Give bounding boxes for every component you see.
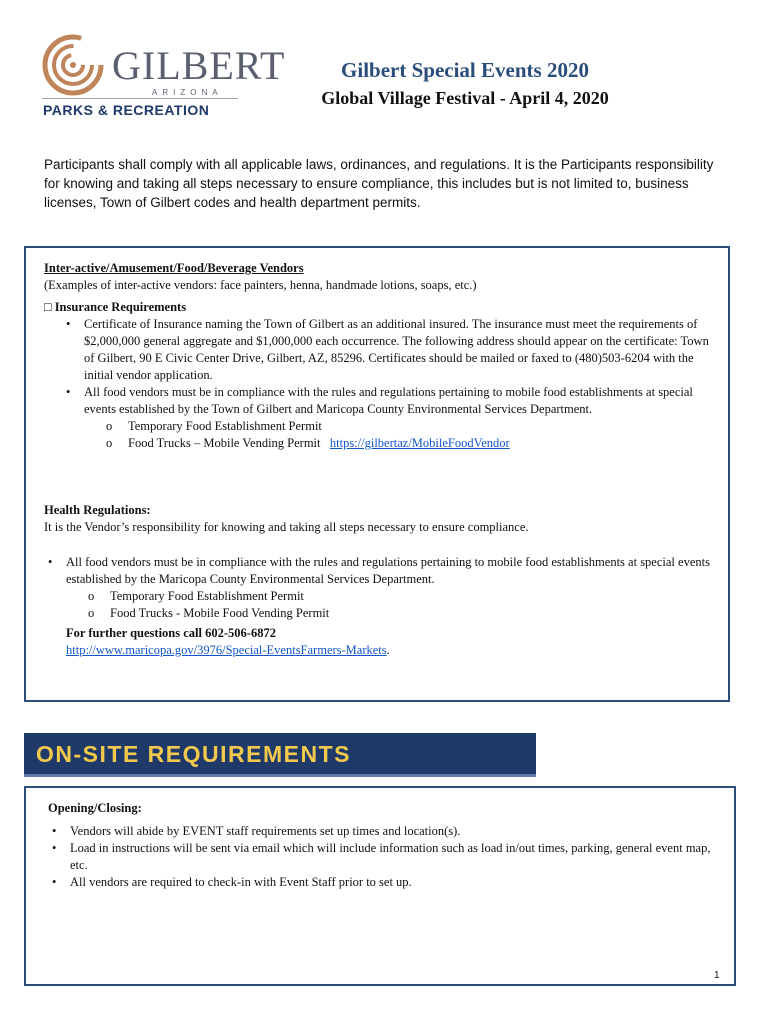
list-item (62, 384, 714, 452)
list-item: o Temporary Food Establishment Permit (88, 588, 714, 605)
vendor-requirements-box (24, 246, 730, 702)
list-item (106, 435, 714, 452)
insurance-heading: Insurance Requirements (54, 300, 187, 314)
swirl-logo-icon (42, 34, 104, 96)
list-item: • Certificate of Insurance naming the Town of Gilbert as an additional insured. The insurance must meet the requirements of $2,000,000 general aggregate and $1,000,000 each occurrence. The following address should appear on the certificate: Town of Gilbert, 90 E Civic Center Drive, Gilbert, AZ, 85296. Certificates should be mailed or faxed to (480)503-6204 with the initial vendor application. (62, 316, 714, 384)
list-item: • All vendors are required to check-in with Event Staff prior to set up. (48, 874, 718, 891)
health-list (44, 554, 714, 659)
list-item: • Load in instructions will be sent via email which will include information such as load in/out times, parking, general event map, etc. (48, 840, 718, 874)
logo-state: ARIZONA (152, 88, 223, 97)
list-item: o Food Trucks - Mobile Food Vending Permit (88, 605, 714, 622)
list-item-text: Food Trucks – Mobile Vending Permit (128, 436, 321, 450)
questions-phone: For further questions call 602-506-6872 (66, 626, 276, 640)
insurance-list (62, 316, 714, 452)
list-item-text: All food vendors must be in compliance with the rules and regulations pertaining to mobile food establishments at special events established by the Town of Gilbert and Maricopa County Environmental Services Department. (84, 385, 693, 416)
intro-paragraph: Participants shall comply with all applicable laws, ordinances, and regulations. It is the Participants responsibility for knowing and taking all steps necessary to ensure compliance, this includes but is not limited to, business licenses, Town of Gilbert codes and health department permits. (44, 157, 714, 210)
health-text: It is the Vendor’s responsibility for knowing and taking all steps necessary to ensure compliance. (44, 520, 529, 534)
health-permit-list (88, 588, 714, 622)
page-title: Gilbert Special Events 2020 (341, 58, 589, 82)
vendors-examples: (Examples of inter-active vendors: face painters, henna, handmade lotions, soaps, etc.) (44, 278, 477, 292)
logo-department: PARKS & RECREATION (43, 102, 210, 118)
insurance-heading-row (44, 299, 714, 316)
mobile-food-vendor-link[interactable]: https://gilbertaz/MobileFoodVendor (329, 436, 510, 450)
maricopa-link[interactable]: http://www.maricopa.gov/3976/Special-EventsFarmers-Markets (66, 643, 387, 657)
health-heading: Health Regulations: (44, 503, 151, 517)
onsite-requirements-banner (24, 733, 536, 777)
maricopa-link-row (66, 642, 714, 659)
logo-divider (42, 98, 238, 99)
banner-label: ON-SITE REQUIREMENTS (36, 741, 351, 767)
list-item (44, 554, 714, 659)
page-number: 1 (714, 970, 720, 981)
onsite-requirements-box (24, 786, 736, 986)
link-suffix: . (386, 643, 390, 657)
permit-list (106, 418, 714, 452)
list-item-text: All food vendors must be in compliance with the rules and regulations pertaining to mobile food establishments at special events established by the Maricopa County Environmental Services Department. (66, 555, 710, 586)
onsite-list (48, 823, 718, 891)
opening-closing-heading: Opening/Closing: (48, 801, 142, 815)
logo-brand: GILBERT (112, 43, 286, 88)
list-item: • Vendors will abide by EVENT staff requirements set up times and location(s). (48, 823, 718, 840)
vendors-heading: Inter-active/Amusement/Food/Beverage Vendors (44, 261, 304, 275)
gilbert-logo (40, 32, 286, 122)
checkbox-icon: □ (44, 300, 52, 314)
list-item: o Temporary Food Establishment Permit (106, 418, 714, 435)
page-subtitle: Global Village Festival - April 4, 2020 (321, 88, 609, 108)
